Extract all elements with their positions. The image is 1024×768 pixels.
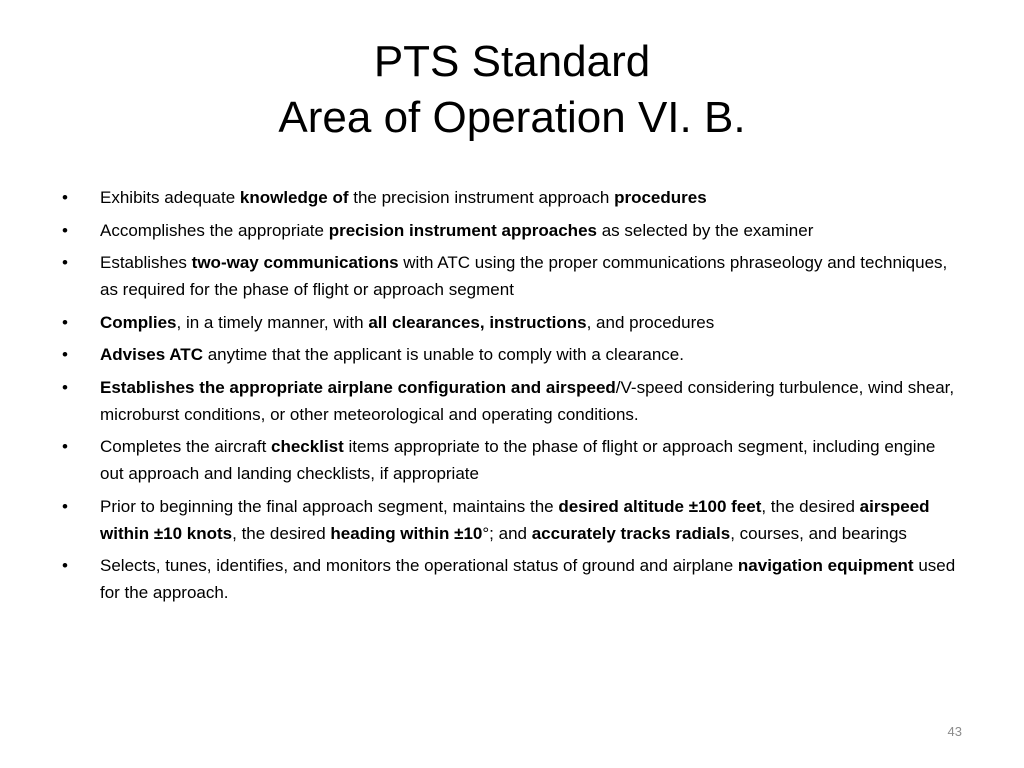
bullet-text-bold: precision instrument approaches — [328, 220, 597, 240]
bullet-text-bold: accurately tracks radials — [531, 523, 731, 543]
bullet-text: the precision instrument approach — [348, 188, 615, 207]
page-number: 43 — [947, 724, 962, 739]
bullet-text-bold: all clearances, instructions — [368, 312, 587, 332]
bullet-item — [62, 309, 962, 336]
bullet-text: as selected by the examiner — [596, 220, 814, 240]
bullet-marker: • — [62, 188, 68, 207]
bullet-text-bold: procedures — [614, 188, 707, 207]
bullet-item — [62, 217, 962, 244]
bullet-text-bold: Advises ATC — [100, 345, 203, 364]
bullet-text: , in a timely manner, with — [176, 312, 369, 332]
bullet-text: anytime that the applicant is unable to comply with a clearance. — [202, 345, 684, 364]
bullet-marker: • — [62, 556, 68, 575]
bullet-item — [62, 493, 962, 547]
bullet-text: with ATC using the proper communications phraseology and techniques, as required for the phase of flight or approach segment — [100, 253, 948, 299]
bullet-text-bold: knowledge of — [239, 188, 349, 207]
bullet-text-bold: Complies — [100, 312, 177, 332]
bullet-item — [62, 341, 962, 368]
bullet-text: Exhibits adequate — [100, 188, 240, 207]
bullet-marker: • — [62, 437, 68, 456]
bullet-text-bold: checklist — [271, 437, 344, 456]
bullet-text-bold: navigation equipment — [737, 556, 914, 575]
bullet-text: used for the approach. — [100, 556, 956, 602]
slide-title-line-2: Area of Operation VI. B. — [278, 93, 746, 142]
bullet-text-bold: airspeed within ±10 knots — [100, 496, 930, 543]
bullet-list — [62, 184, 962, 606]
bullet-text: , courses, and bearings — [730, 523, 907, 543]
bullet-text: /V-speed considering turbulence, wind shear, microburst conditions, or other meteorological and operating conditions. — [100, 377, 955, 424]
bullet-text: Completes the aircraft — [100, 437, 272, 456]
bullet-marker: • — [62, 253, 68, 272]
bullet-marker: • — [62, 312, 68, 332]
bullet-text: items appropriate to the phase of flight or approach segment, including engine out approach and landing checklists, if appropriate — [100, 437, 936, 483]
bullet-item — [62, 374, 962, 428]
bullet-text: , and procedures — [586, 312, 715, 332]
bullet-text: Selects, tunes, identifies, and monitors the operational status of ground and airplane — [100, 556, 738, 575]
bullet-text: , the desired — [761, 496, 860, 516]
bullet-text: Accomplishes the appropriate — [100, 220, 329, 240]
bullet-text-bold: heading within ±10 — [330, 523, 483, 543]
slide-title-line-1: PTS Standard — [373, 37, 651, 86]
bullet-text: °; and — [482, 523, 532, 543]
bullet-text-bold: two-way communications — [191, 253, 399, 272]
bullet-marker: • — [62, 496, 68, 516]
bullet-marker: • — [62, 345, 68, 364]
bullet-text-bold: Establishes the appropriate airplane configuration and airspeed — [100, 377, 616, 397]
bullet-text: , the desired — [232, 523, 331, 543]
slide-title — [0, 34, 1024, 146]
bullet-text: Prior to beginning the final approach segment, maintains the — [100, 496, 559, 516]
bullet-marker: • — [62, 377, 68, 397]
bullet-item — [62, 184, 962, 211]
bullet-marker: • — [62, 220, 68, 240]
bullet-item — [62, 433, 962, 487]
bullet-text-bold: desired altitude ±100 feet — [558, 496, 762, 516]
slide-body — [62, 184, 962, 612]
bullet-text: Establishes — [100, 253, 192, 272]
bullet-item — [62, 552, 962, 606]
bullet-item — [62, 249, 962, 303]
